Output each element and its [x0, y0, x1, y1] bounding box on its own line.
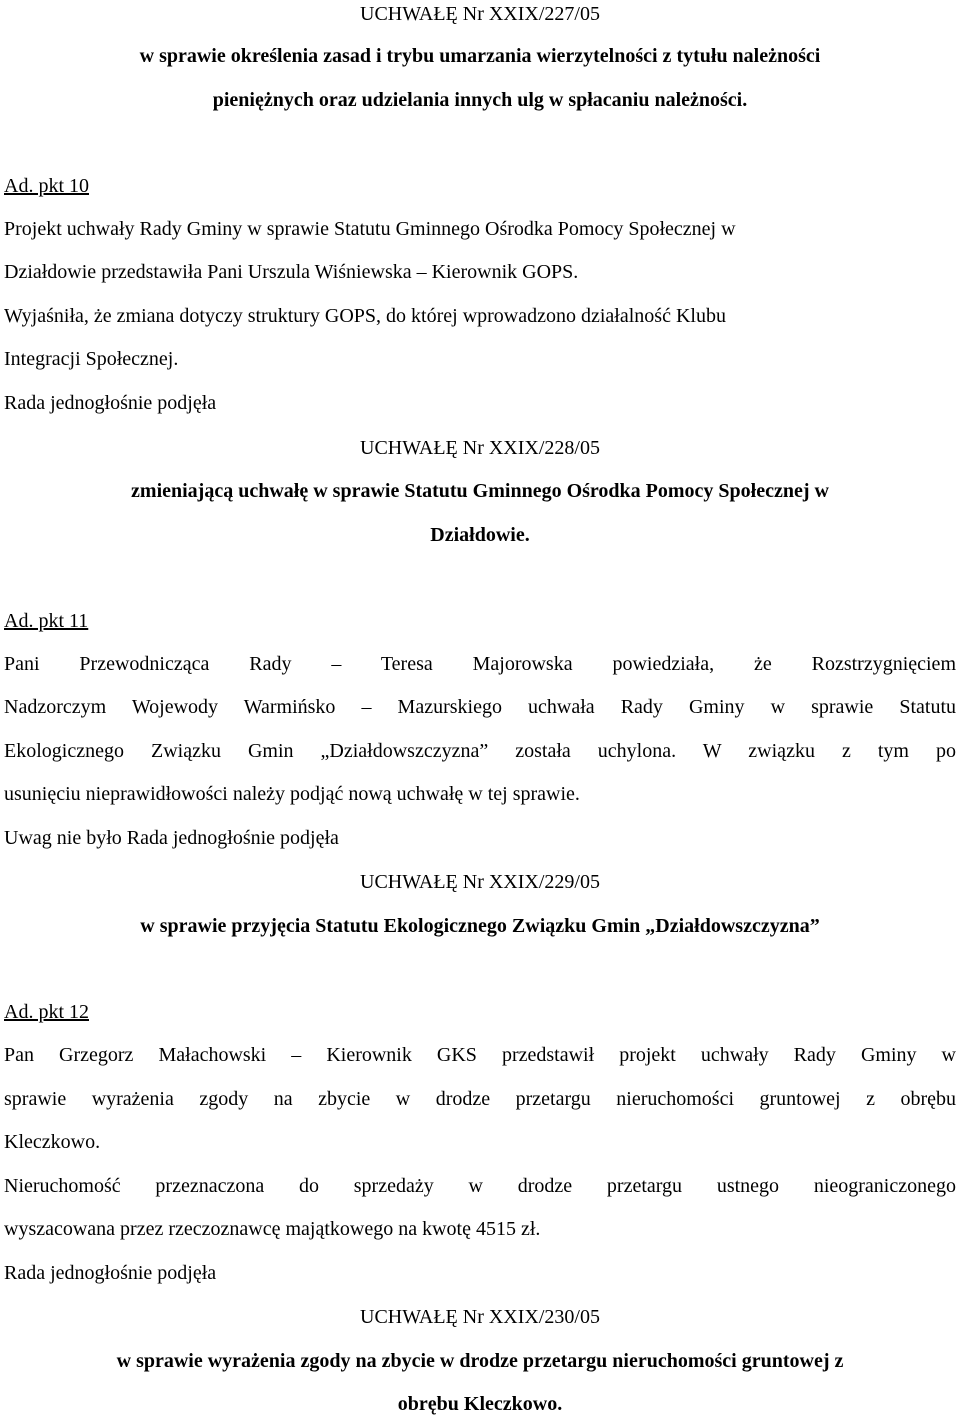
item-12-heading-text: Ad. pkt 12	[4, 1001, 89, 1023]
item-12-paragraph-1-line-1: Pan Grzegorz Małachowski – Kierownik GKS przedstawił projekt uchwały Rady Gminy w	[4, 1044, 956, 1066]
resolution-227-description-line-1: w sprawie określenia zasad i trybu umarzania wierzytelności z tytułu należności	[139, 45, 821, 67]
resolution-230-description-line-2: obrębu Kleczkowo.	[397, 1393, 563, 1415]
item-10-heading	[4, 174, 956, 198]
item-12-heading	[4, 1000, 956, 1024]
resolution-228-description-line-2: Działdowie.	[430, 524, 530, 546]
item-12-paragraph-1-line-3: Kleczkowo.	[4, 1131, 101, 1153]
resolution-227-description-line-2: pieniężnych oraz udzielania innych ulg w spłacaniu należności.	[212, 89, 748, 111]
item-12-paragraph-1-line-2: sprawie wyrażenia zgody na zbycie w drodze przetargu nieruchomości gruntowej z obrębu	[4, 1088, 956, 1110]
item-10-heading-text: Ad. pkt 10	[4, 175, 89, 197]
item-11-line-3: Ekologicznego Związku Gmin „Działdowszczyzna” została uchylona. W związku z tym po	[4, 740, 956, 762]
item-11-heading-text: Ad. pkt 11	[4, 610, 89, 632]
item-11-line-2: Nadzorczym Wojewody Warmińsko – Mazurskiego uchwała Rady Gminy w sprawie Statutu	[4, 696, 956, 718]
item-11-line-1: Pani Przewodnicząca Rady – Teresa Majorowska powiedziała, że Rozstrzygnięciem	[4, 653, 956, 675]
item-12-paragraph-2-line-1: Nieruchomość przeznaczona do sprzedaży w drodze przetargu ustnego nieograniczonego	[4, 1175, 956, 1197]
resolution-228-description-line-1: zmieniającą uchwałę w sprawie Statutu Gminnego Ośrodka Pomocy Społecznej w	[131, 480, 829, 502]
item-10-vote: Rada jednogłośnie podjęła	[4, 392, 217, 414]
item-11-heading	[4, 609, 956, 633]
resolution-229-description: w sprawie przyjęcia Statutu Ekologicznego Związku Gmin „Działdowszczyzna”	[140, 915, 820, 937]
resolution-230-description-line-1: w sprawie wyrażenia zgody na zbycie w drodze przetargu nieruchomości gruntowej z	[116, 1350, 844, 1372]
item-11-line-4: usunięciu nieprawidłowości należy podjąć nową uchwałę w tej sprawie.	[4, 783, 580, 805]
resolution-230-title: UCHWAŁĘ Nr XXIX/230/05	[360, 1306, 600, 1328]
item-10-paragraph-1-line-2: Działdowie przedstawiła Pani Urszula Wiśniewska – Kierownik GOPS.	[4, 261, 579, 283]
item-12-paragraph-2-line-2: wyszacowana przez rzeczoznawcę majątkowego na kwotę 4515 zł.	[4, 1218, 541, 1240]
resolution-227-title: UCHWAŁĘ Nr XXIX/227/05	[360, 3, 600, 25]
resolution-229-title: UCHWAŁĘ Nr XXIX/229/05	[360, 871, 600, 893]
item-11-vote: Uwag nie było Rada jednogłośnie podjęła	[4, 827, 339, 849]
item-10-paragraph-1-line-1: Projekt uchwały Rady Gminy w sprawie Statutu Gminnego Ośrodka Pomocy Społecznej w	[4, 218, 736, 240]
resolution-228-title: UCHWAŁĘ Nr XXIX/228/05	[360, 437, 600, 459]
item-10-paragraph-2-line-1: Wyjaśniła, że zmiana dotyczy struktury GOPS, do której wprowadzono działalność Klubu	[4, 305, 726, 327]
item-10-paragraph-2-line-2: Integracji Społecznej.	[4, 348, 179, 370]
item-12-vote: Rada jednogłośnie podjęła	[4, 1262, 217, 1284]
